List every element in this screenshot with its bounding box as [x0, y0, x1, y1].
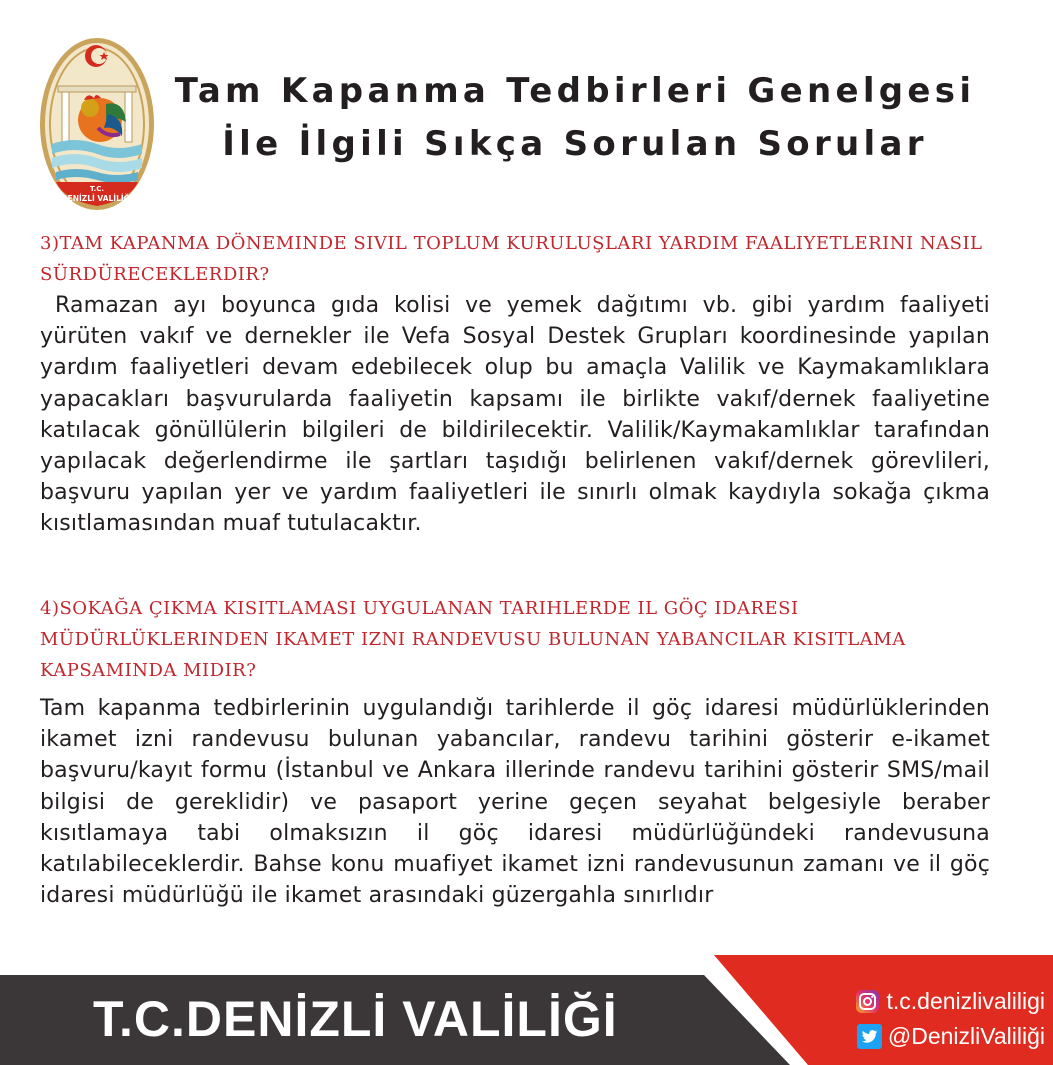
- denizli-valiligi-logo-icon: [38, 36, 156, 212]
- svg-text:DENİZLİ VALİLİĞİ: DENİZLİ VALİLİĞİ: [61, 194, 133, 203]
- footer-banner: [0, 955, 1053, 1065]
- instagram-handle[interactable]: [855, 988, 1045, 1015]
- question-3-heading: 3)TAM KAPANMA DÖNEMINDE SIVIL TOPLUM KURULUŞLARI YARDIM FAALIYETLERINI NASIL SÜRDÜRECEKLERDIR?: [40, 233, 983, 285]
- footer-title: T.C.DENİZLİ VALİLİĞİ: [93, 991, 618, 1047]
- twitter-handle[interactable]: [857, 1023, 1045, 1050]
- instagram-handle-text: t.c.denizlivaliligi: [886, 988, 1045, 1014]
- instagram-icon: [855, 989, 880, 1014]
- page-title-line-1: Tam Kapanma Tedbirleri Genelgesi: [174, 71, 976, 111]
- page-title-line-2: İle İlgili Sıkça Sorulan Sorular: [222, 124, 928, 164]
- twitter-handle-text: @DenizliValiliği: [887, 1023, 1045, 1049]
- twitter-icon: [857, 1024, 882, 1049]
- svg-text:T.C.: T.C.: [89, 185, 105, 193]
- question-4-heading: 4)SOKAĞA ÇIKMA KISITLAMASI UYGULANAN TARIHLERDE IL GÖÇ IDARESI MÜDÜRLÜKLERINDEN IKAMET IZNI RANDEVUSU BULUNAN YABANCILAR KISITLAMA KAPSAMINDA MIDIR?: [40, 598, 906, 681]
- answer-3-paragraph: Ramazan ayı boyunca gıda kolisi ve yemek dağıtımı vb. gibi yardım faaliyeti yürüten vakıf ve dernekler ile Vefa Sosyal Destek Grupları koordinesinde yapılan yardım faaliyetleri devam edebilecek olup bu amaçla Valilik ve Kaymakamlıklara yapacakları başvurularda faaliyetin kapsamı ile birlikte vakıf/dernek faaliyetine katılacak gönüllülerin bilgileri de bildirilecektir. Valilik/Kaymakamlıklar tarafından yapılacak değerlendirme ile şartları taşıdığı belirlenen vakıf/dernek görevlileri, başvuru yapılan yer ve yardım faaliyetleri ile sınırlı olmak kaydıyla sokağa çıkma kısıtlamasından muaf tutulacaktır.: [40, 293, 990, 537]
- answer-4-paragraph: Tam kapanma tedbirlerinin uygulandığı tarihlerde il göç idaresi müdürlüklerinden ikamet izni randevusu bulunan yabancılar, randevu tarihini gösterir e-ikamet başvuru/kayıt formu (İstanbul ve Ankara illerinde randevu tarihini gösterir SMS/mail bilgisi de gereklidir) ve pasaport yerine geçen seyahat belgesiyle beraber kısıtlamaya tabi olmaksızın il göç idaresi müdürlüğündeki randevusuna katılabileceklerdir. Bahse konu muafiyet ikamet izni randevusunun zamanı ve il göç idaresi müdürlüğü ile ikamet arasındaki güzergahla sınırlıdır: [40, 696, 990, 909]
